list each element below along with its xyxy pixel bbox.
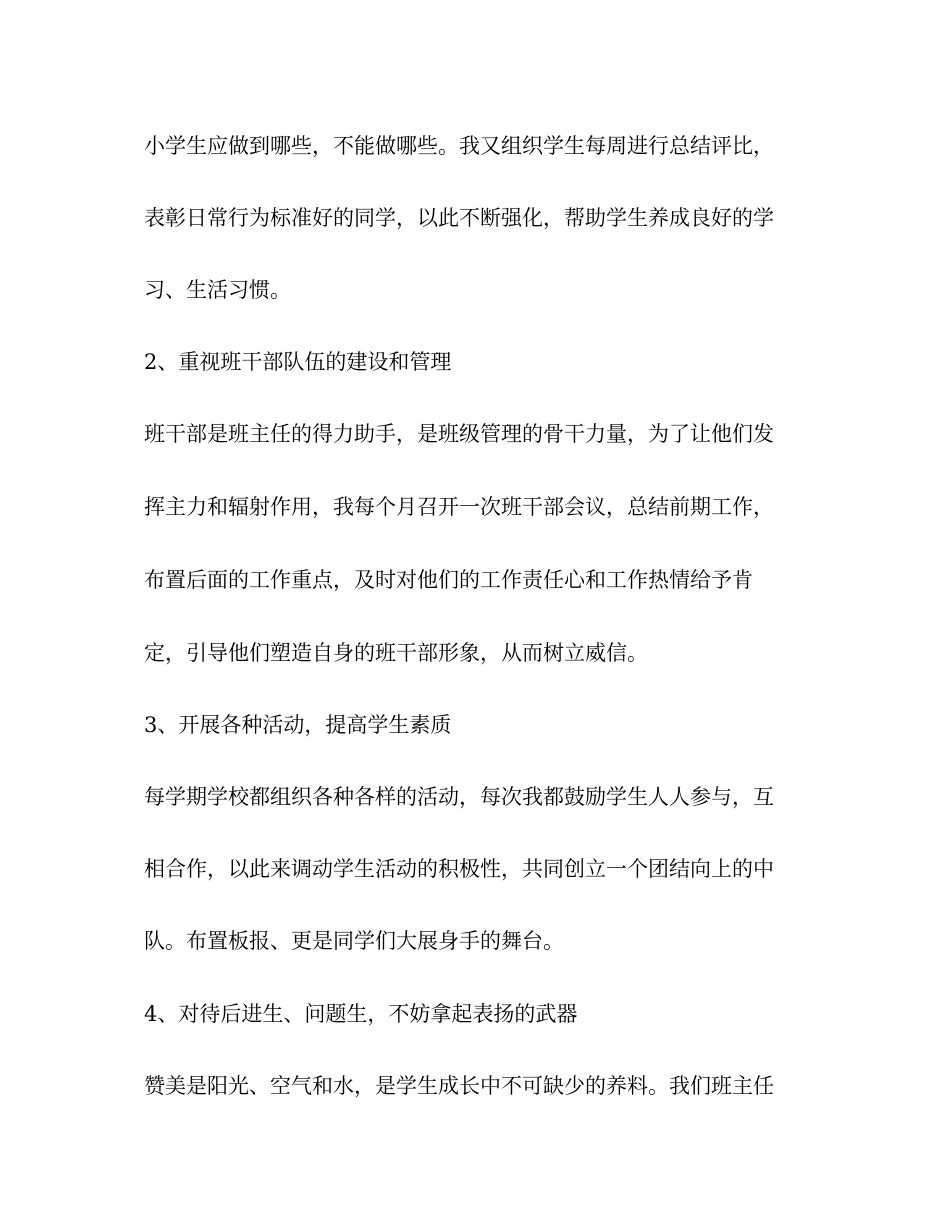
body-text-line: 赞美是阳光、空气和水，是学生成长中不可缺少的养料。我们班主任: [144, 1074, 774, 1098]
body-text-line: 定，引导他们塑造自身的班干部形象，从而树立威信。: [144, 641, 648, 665]
body-text-line: 习、生活习惯。: [144, 278, 291, 302]
body-text-line: 相合作，以此来调动学生活动的积极性，共同创立一个团结向上的中: [144, 857, 774, 881]
body-text-line: 班干部是班主任的得力助手，是班级管理的骨干力量，为了让他们发: [144, 422, 774, 446]
body-text-line: 布置后面的工作重点，及时对他们的工作责任心和工作热情给予肯: [144, 568, 753, 592]
body-text-line: 小学生应做到哪些，不能做哪些。我又组织学生每周进行总结评比，: [144, 134, 774, 158]
body-text-line: 每学期学校都组织各种各样的活动，每次我都鼓励学生人人参与，互: [144, 785, 774, 809]
body-text-line: 表彰日常行为标准好的同学，以此不断强化，帮助学生养成良好的学: [144, 206, 774, 230]
section-heading: 2、重视班干部队伍的建设和管理: [144, 350, 452, 374]
section-heading: 3、开展各种活动，提高学生素质: [144, 713, 452, 737]
body-text-line: 队。布置板报、更是同学们大展身手的舞台。: [144, 929, 564, 953]
section-heading: 4、对待后进生、问题生，不妨拿起表扬的武器: [144, 1002, 578, 1026]
body-text-line: 挥主力和辐射作用，我每个月召开一次班干部会议，总结前期工作，: [144, 495, 774, 519]
